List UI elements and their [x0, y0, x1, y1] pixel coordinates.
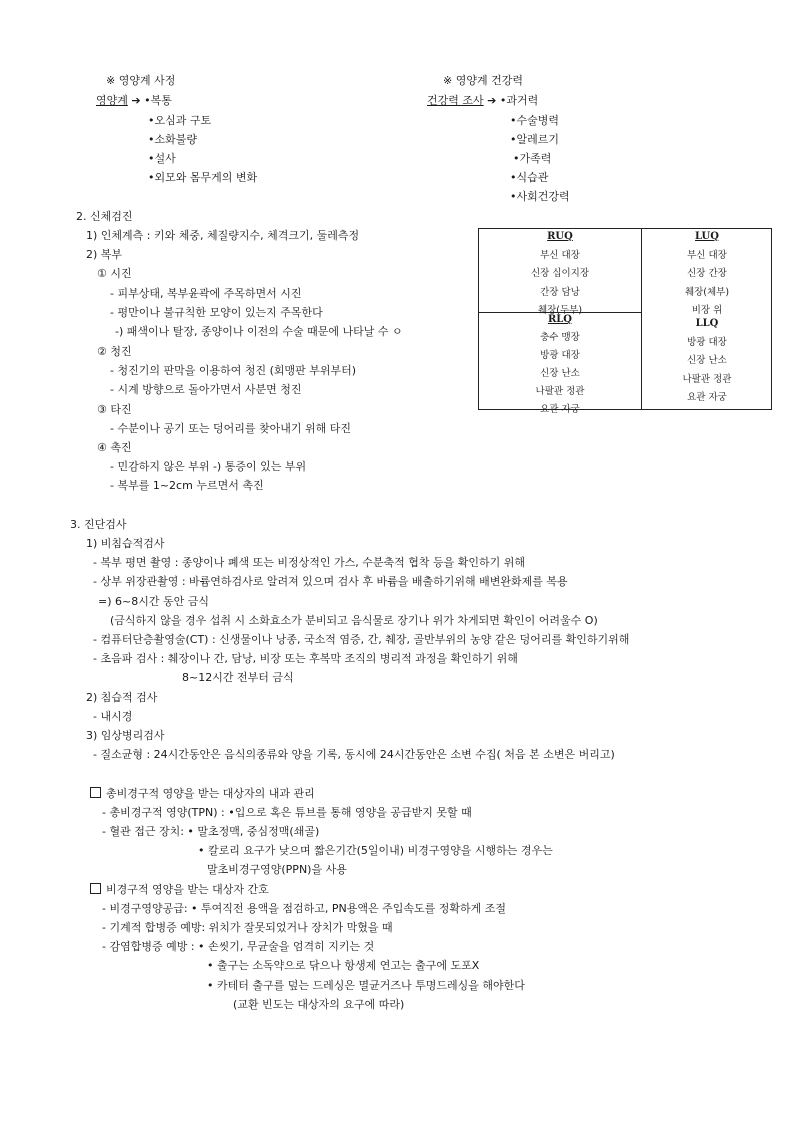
quadrant-organs: 신장 난소: [687, 355, 727, 366]
list-item: - 시계 방향으로 돌아가면서 사분면 청진: [110, 383, 302, 396]
list-item: •가족력: [513, 152, 552, 165]
quadrant-label: RLQ: [547, 314, 573, 325]
list-item: •식습관: [510, 171, 549, 184]
quadrant-organs: 췌장(두부): [537, 305, 583, 316]
quadrant-organs: 나팔관 정관: [535, 386, 585, 397]
subsection-heading: 1) 비침습적검사: [86, 537, 165, 550]
list-item: •설사: [148, 152, 176, 165]
quadrant-organs: 나팔관 정관: [682, 373, 732, 385]
list-item: - 혈관 접근 장치: • 말초정맥, 중심정맥(쇄골): [102, 825, 320, 838]
parenteral-heading-row: [90, 883, 269, 897]
quadrant-organs: 요관 자궁: [540, 404, 580, 415]
quadrant-organs: 충수 맹장: [540, 332, 580, 343]
subsection-heading: 2) 침습적 검사: [86, 691, 158, 704]
list-item: -) 패색이나 탈장, 종양이나 이전의 수술 때문에 나타날 수 ㅇ: [115, 325, 403, 338]
checkbox-icon: [90, 787, 101, 798]
list-item: 8~12시간 전부터 금식: [182, 671, 294, 684]
nutrition-assessment-label: 영양계: [96, 94, 128, 107]
quadrant-organs: 신장 난소: [540, 368, 580, 379]
list-item: - 수분이나 공기 또는 덩어리를 찾아내기 위해 타진: [110, 422, 351, 435]
checkbox-icon: [90, 883, 101, 894]
list-item: •외모와 몸무게의 변화: [148, 171, 258, 184]
list-item: - 내시경: [93, 710, 133, 723]
quadrant-luq: [642, 228, 772, 321]
quadrant-organs: 신장 십이지장: [530, 268, 590, 279]
list-item: =) 6~8시간 동안 금식: [98, 595, 209, 608]
nutrition-assessment-title: ※ 영양계 사정: [106, 74, 176, 87]
list-item: - 기계적 합병증 예방: 위치가 잘못되었거나 장치가 막혔을 때: [102, 921, 393, 934]
quadrant-label: LLQ: [695, 318, 719, 329]
abdomen-heading: 2) 복부: [86, 248, 123, 261]
nutrition-health-row: [427, 94, 538, 108]
list-item: •과거력: [499, 94, 539, 107]
list-item: - 감염합병증 예방 : • 손씻기, 무균술을 엄격히 지키는 것: [102, 940, 375, 953]
list-item: •알레르기: [510, 133, 559, 146]
quadrant-organs: 방광 대장: [540, 350, 580, 361]
parenteral-heading: 비경구적 영양을 받는 대상자 간호: [106, 883, 269, 896]
quadrant-organs: 요관 자궁: [687, 392, 727, 403]
list-item: (교환 빈도는 대상자의 요구에 따라): [233, 998, 405, 1011]
palpation-heading: ④ 촉진: [97, 441, 132, 454]
inspection-heading: ① 시진: [97, 267, 132, 280]
tpn-heading: 총비경구적 영양을 받는 대상자의 내과 관리: [106, 787, 315, 800]
arrow-icon: ➔: [487, 94, 497, 107]
auscultation-heading: ② 청진: [97, 345, 132, 358]
list-item: - 평만이나 불규칙한 모양이 있는지 주목한다: [110, 306, 323, 319]
list-item: •수술병력: [510, 114, 559, 127]
list-item: - 컴퓨터단층촬영술(CT) : 신생물이나 낭종, 국소적 염증, 간, 췌장, 골반부위의 농양 같은 덩어리를 확인하기위해: [93, 633, 630, 646]
nutrition-assessment-row: [96, 94, 172, 108]
anthropometry-line: 1) 인체계측 : 키와 체중, 체질량지수, 체격크기, 둘레측정: [86, 229, 360, 242]
quadrant-organs: 신장 간장: [687, 268, 727, 279]
section-heading: 3. 진단검사: [70, 518, 127, 531]
quadrant-organs: 간장 담낭: [540, 286, 580, 298]
list-item: - 복부를 1~2cm 누르면서 촉진: [110, 479, 264, 492]
list-item: - 초음파 검사 : 췌장이나 간, 담낭, 비장 또는 후복막 조직의 병리적 과정을 확인하기 위해: [93, 652, 518, 665]
list-item: •소화불량: [148, 133, 197, 146]
list-item: •복통: [144, 94, 172, 107]
arrow-icon: ➔: [131, 94, 141, 107]
list-item: - 청진기의 판막을 이용하여 청진 (회맹판 부위부터): [110, 364, 357, 377]
list-item: •오심과 구토: [148, 114, 212, 127]
tpn-heading-row: [90, 787, 315, 801]
list-item: - 복부 평면 촬영 : 종양이나 폐색 또는 비정상적인 가스, 수분축적 협착 등을 확인하기 위해: [93, 556, 526, 569]
nutrition-health-title: ※ 영양계 건강력: [443, 74, 523, 87]
nutrition-health-label: 건강력 조사: [427, 94, 484, 107]
quadrant-ruq: [479, 228, 641, 321]
list-item: - 피부상태, 복부윤곽에 주목하면서 시진: [110, 287, 302, 300]
list-item: - 비경구영양공급: • 투여직전 용액을 점검하고, PN용액은 주입속도를 정확하게 조절: [102, 902, 507, 915]
quadrant-organs: 부신 대장: [687, 249, 727, 261]
list-item: 말초비경구영양(PPN)을 사용: [207, 863, 347, 876]
list-item: • 카테터 출구를 덮는 드레싱은 멸균거즈나 투명드레싱을 해야한다: [207, 979, 525, 992]
list-item: •사회건강력: [510, 190, 570, 203]
subsection-heading: 3) 임상병리검사: [86, 729, 165, 742]
quadrant-label: LUQ: [695, 231, 719, 242]
list-item: • 출구는 소독약으로 닦으나 항생제 연고는 출구에 도포X: [207, 959, 480, 972]
abdominal-quadrant-table: [478, 228, 772, 415]
section-heading: 2. 신체검진: [76, 210, 133, 223]
quadrant-organs: 비장 위: [691, 305, 723, 316]
quadrant-organs: 부신 대장: [540, 249, 580, 261]
quadrant-rlq: [479, 311, 641, 419]
quadrant-organs: 췌장(체부): [684, 286, 730, 298]
list-item: - 상부 위장관촬영 : 바륨연하검사로 알려져 있으며 검사 후 바륨을 배출하기위해 배변완화제를 복용: [93, 575, 568, 588]
quadrant-llq: [642, 315, 772, 408]
quadrant-label: RUQ: [547, 231, 573, 242]
list-item: - 총비경구적 영양(TPN) : •입으로 혹은 튜브를 통해 영양을 공급받지 못할 때: [102, 806, 472, 819]
list-item: (금식하지 않을 경우 섭취 시 소화효소가 분비되고 음식물로 장기나 위가 차게되면 확인이 어려울수 O): [110, 614, 598, 627]
list-item: - 질소균형 : 24시간동안은 음식의종류와 양을 기록, 동시에 24시간동안은 소변 수집( 처음 본 소변은 버리고): [93, 748, 615, 761]
list-item: - 민감하지 않은 부위 -) 통증이 있는 부위: [110, 460, 307, 473]
quadrant-organs: 방광 대장: [687, 336, 727, 348]
percussion-heading: ③ 타진: [97, 403, 132, 416]
list-item: • 칼로리 요구가 낮으며 짧은기간(5일이내) 비경구영양을 시행하는 경우는: [198, 844, 553, 857]
